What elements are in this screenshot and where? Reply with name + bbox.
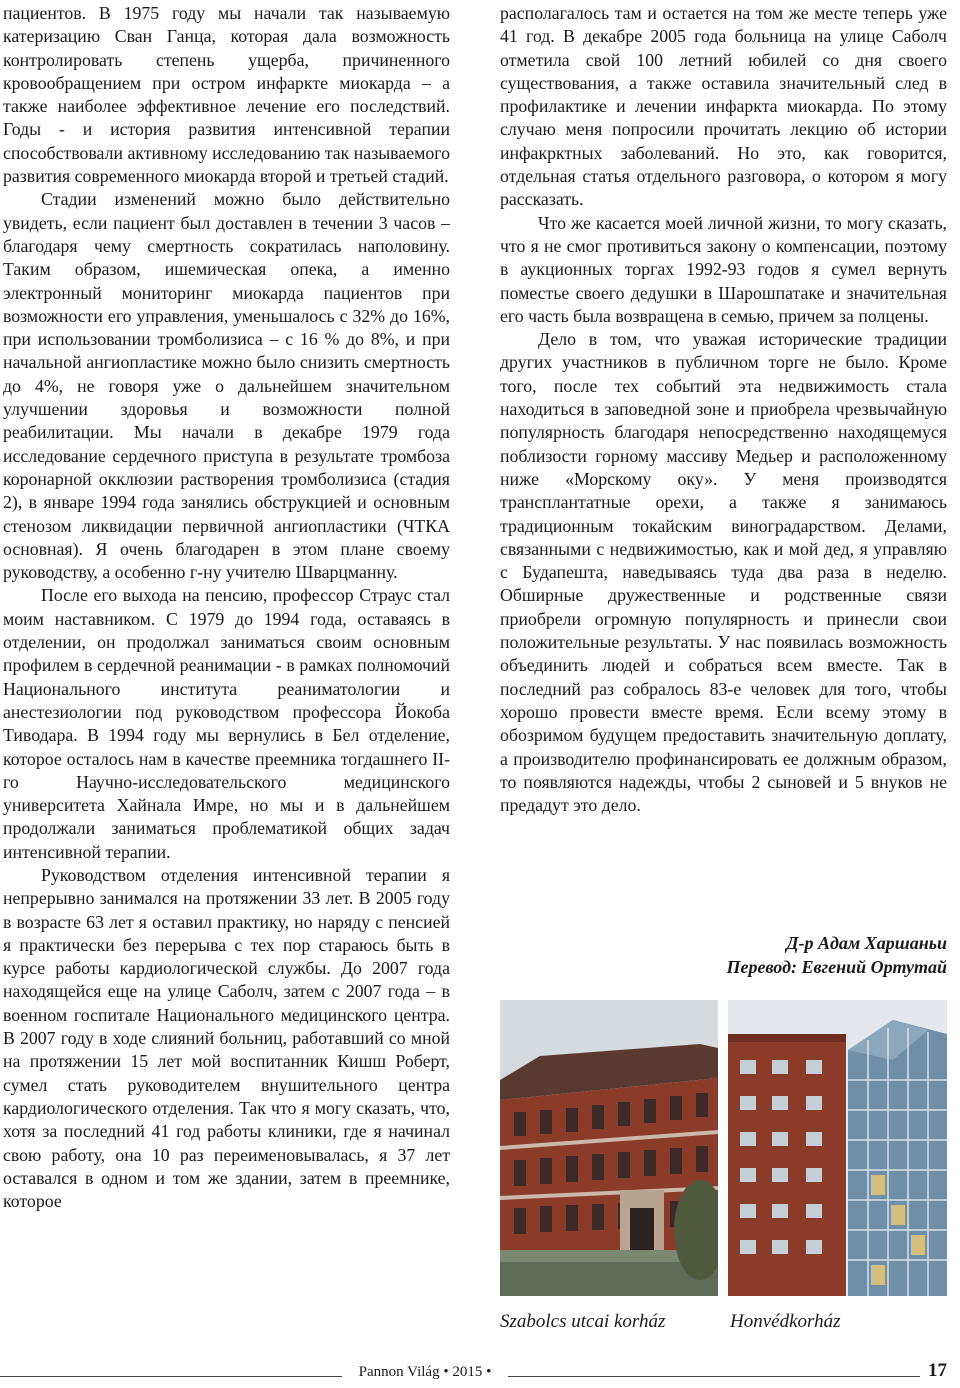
paragraph: располагалось там и остается на том же месте теперь уже 41 год. В декабре 2005 года больница на улице Саболч отметила свой 100 летний юбилей со дня своего существования, а также оставила значительный след в профилактике и лечении инфаркта миокарда. По этому случаю меня попросили прочитать лекцию об истории инфакрктных заболеваний. Но это, как говорится, отдельная статья отдельного разговора, о котором я могу рассказать.: [500, 3, 947, 210]
paragraph: Дело в том, что уважая исторические традиции других участников в публичном торге не было. Кроме того, после тех событий эта недвижимость стала находиться в заповедной зоне и приобрела чрезвычайную популярность благодаря непосредственно находящемуся поблизости горному массиву Медьер и расположенному ниже «Морскому оку». У меня производятся трансплантатные орехи, а также я занимаюсь традиционным токайским виноградарством. Делами, связанными с недвижимостью, как и мой дед, я управляю с Будапешта, наведываясь туда два раза в неделю. Обширные дружественные и родственные связи приобрели огромную популярность и принесли свои положительные результаты. У нас появилась возможность объединить людей и собраться всем вместе. Так в последний раз собралось 83-е человек для того, чтобы хорошо провести вместе время. Если всему этому в обозримом будущем предоставить значительную доплату, а производителю профинансировать ее должным образом, то появляются надежды, чтобы 2 сыновей и 5 внуков не предадут это дело.: [500, 329, 947, 816]
photo-szabolcs-hospital: [500, 1000, 718, 1296]
footer-rule: [508, 1376, 920, 1377]
page-number: 17: [928, 1360, 947, 1381]
photo-honved-hospital: [728, 1000, 947, 1296]
author-name: Д-р Адам Харшаньи: [786, 933, 947, 953]
paragraph: Руководством отделения интенсивной терапии я непрерывно занимался на протяжении 33 лет. В 2005 году в возрасте 63 лет я оставил практику, но наряду с пенсией я практически без перерыва с тех пор стараюсь быть в курсе работы кардиологической службы. До 2007 года находящейся еще на улице Саболч, затем с 2007 года – в военном госпитале Национального медицинского центра. В 2007 году в ходе слияний больниц, работавший со мной на протяжении 15 лет мой воспитанник Кишш Роберт, сумел стать руководителем внушительного центра кардиологического отделения. Так что я могу сказать, что, хотя за последний 41 год работы клиники, где я начинал свою работу, она 10 раз переименовывалась, я 37 лет оставался в одном и том же здании, затем в преемнике, которое: [3, 864, 450, 1212]
footer-rule: [0, 1376, 342, 1377]
article-right-column: [500, 2, 947, 817]
paragraph: пациентов. В 1975 году мы начали так называемую катеризацию Сван Ганца, которая дала возможность контролировать степень ущерба, причиненного кровообращением при остром инфаркте миокарда – а также наиболее эффективное лечение его последствий. Годы - и история развития интенсивной терапии способствовали активному исследованию так называемого развития современного миокарда второй и третьей стадий.: [3, 3, 450, 187]
glass-tower-building-image: [728, 1000, 947, 1296]
photo-caption: Honvédkorház: [730, 1311, 841, 1332]
paragraph: После его выхода на пенсию, профессор Страус стал моим наставником. С 1979 до 1994 года, оставаясь в отделении, он продолжал заниматься своим основным профилем в сердечной реанимации - в рамках полномочий Национального института реаниматологии и анестезиологии под руководством профессора Йокоба Тиводара. В 1994 году мы вернулись в Бел отделение, которое осталось нам в качестве преемника тогдашнего II-го Научно-исследовательского медицинского университета Хайнала Имре, но мы и в дальнейшем продолжали заниматься проблематикой общих задач интенсивной терапии.: [3, 585, 450, 862]
paragraph: Стадии изменений можно было действительно увидеть, если пациент был доставлен в течении 3 часов – благодаря чему смертность сократилась наполовину. Таким образом, ишемическая опека, а именно электронный мониторинг миокарда пациентов при возможности его управления, уменьшалось с 32% до 16%, при использовании тромболизиса – с 16 % до 8%, и при начальной ангиопластике можно было снизить смертность до 4%, не говоря уже о дальнейшем значительном улучшении здоровья и возможности полной реабилитации. Мы начали в декабре 1979 года исследование сердечного приступа в результате тромбоза коронарной окклюзии растворения тромболизиса (стадия 2), в январе 1994 года занялись обструкцией и основным стенозом ликвидации первичной ангиопластики (ЧТКА основная). Я очень благодарен в этом плане своему руководству, а особенно г-ну учителю Шварцманну.: [3, 189, 450, 583]
article-left-column: [3, 2, 450, 1213]
photo-caption: Szabolcs utcai korház: [500, 1311, 666, 1332]
hospital-building-image: [500, 1000, 718, 1296]
footer-publication: Pannon Világ • 2015 •: [358, 1364, 492, 1380]
translator-name: Перевод: Евгений Ортутай: [726, 957, 947, 977]
paragraph: Что же касается моей личной жизни, то могу сказать, что я не смог противиться закону о компенсации, поэтому в аукционных торгах 1992-93 годов я сумел вернуть поместье своего дедушки в Шарошпатаке и значительная его часть была возвращена в семью, причем за полцены.: [500, 212, 947, 326]
signature: [560, 931, 947, 979]
